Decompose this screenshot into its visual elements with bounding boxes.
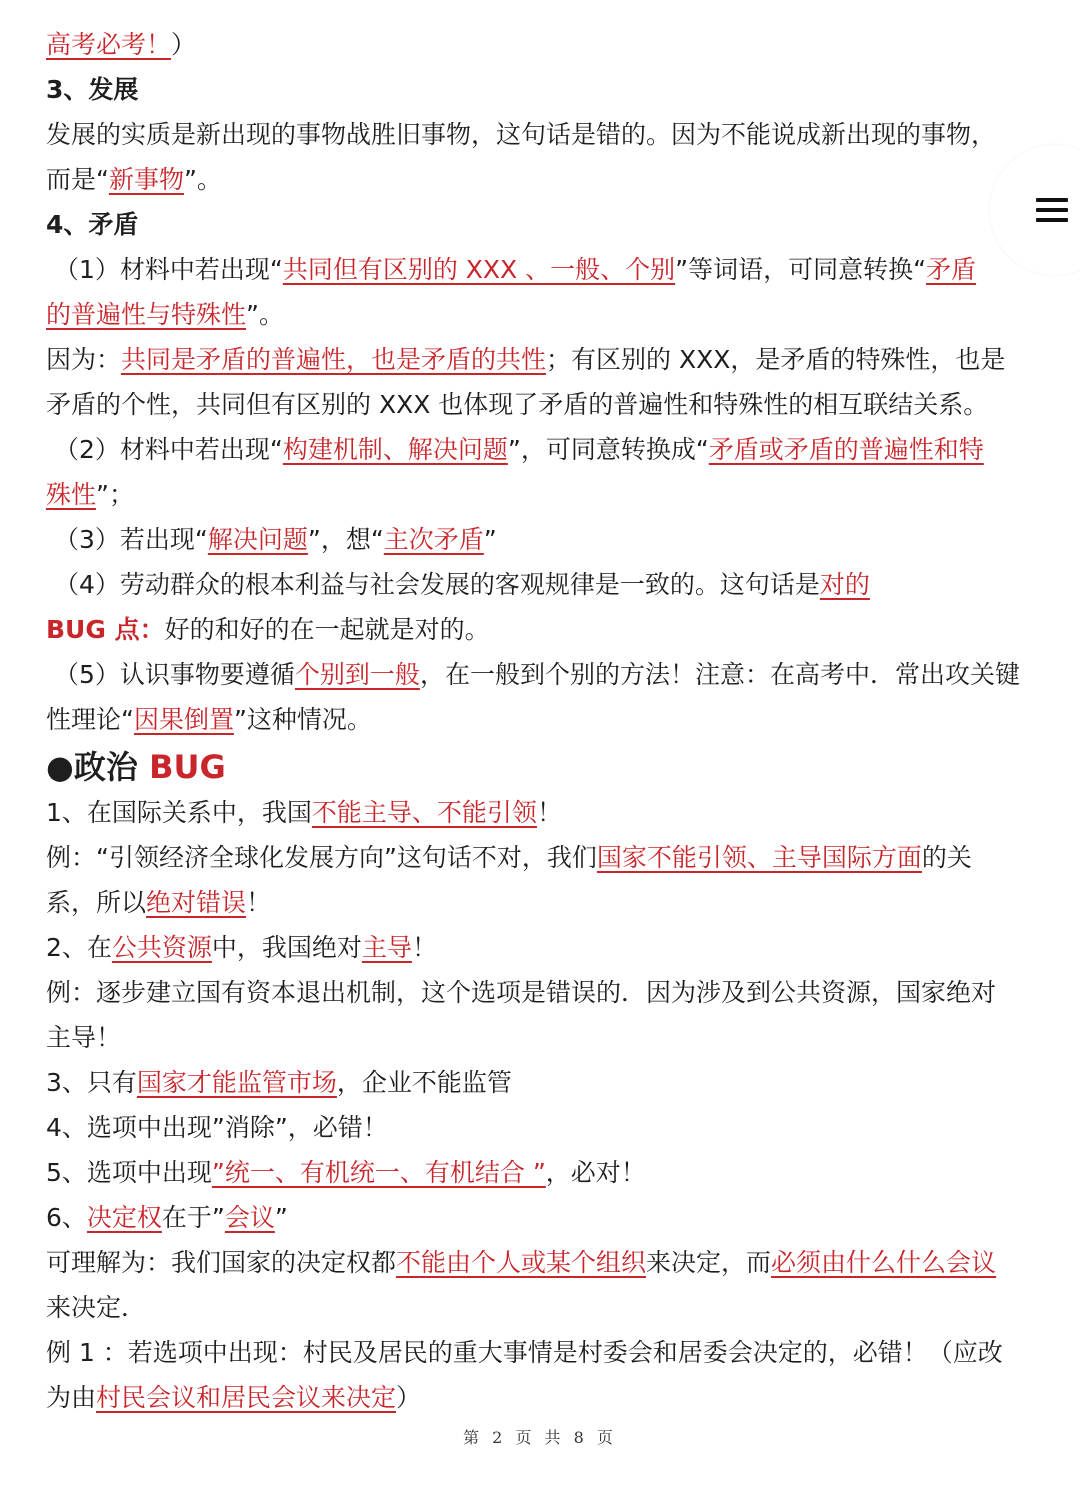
- bug-label: BUG 点：: [46, 615, 165, 644]
- text-line: （5）认识事物要遵循个别到一般，在一般到个别的方法！注意：在高考中．常出攻关键: [54, 660, 1020, 689]
- text-line: 1、在国际关系中，我国不能主导、不能引领！: [46, 798, 562, 827]
- text-line: 发展的实质是新出现的事物战胜旧事物，这句话是错的。因为不能说成新出现的事物，: [46, 120, 997, 149]
- section-heading-politics-bug: ●政治 BUG: [46, 748, 226, 786]
- document-page: [46, 22, 1036, 1420]
- text-line: 主导！: [46, 1023, 122, 1052]
- page-number-footer: 第 2 页 共 8 页: [463, 1428, 617, 1447]
- text-line: 4、选项中出现”消除”，必错！: [46, 1113, 388, 1142]
- text-line: 而是“新事物”。: [46, 165, 222, 194]
- text-line: 矛盾的个性，共同但有区别的 XXX 也体现了矛盾的普遍性和特殊性的相互联结关系。: [46, 390, 989, 419]
- text-line: 来决定．: [46, 1293, 147, 1322]
- hamburger-menu-icon: [1036, 192, 1068, 228]
- text-line: 5、选项中出现”统一、有机统一、有机结合 ”，必对！: [46, 1158, 646, 1187]
- text-line: （4）劳动群众的根本利益与社会发展的客观规律是一致的。这句话是对的: [54, 570, 870, 599]
- text-line: （1）材料中若出现“共同但有区别的 XXX 、一般、个别”等词语，可同意转换“矛盾: [54, 255, 977, 284]
- text-line: 2、在公共资源中，我国绝对主导！: [46, 933, 437, 962]
- text-line: （2）材料中若出现“构建机制、解决问题”，可同意转换成“矛盾或矛盾的普遍性和特: [54, 435, 984, 464]
- text-line: 例：“引领经济全球化发展方向”这句话不对，我们国家不能引领、主导国际方面的关: [46, 843, 972, 872]
- heading-development: 3、发展: [46, 75, 139, 104]
- text-line: 系，所以绝对错误！: [46, 888, 272, 917]
- text-line: 性理论“因果倒置”这种情况。: [46, 705, 372, 734]
- text-line: BUG 点：好的和好的在一起就是对的。: [46, 615, 490, 644]
- text-line: 高考必考！）: [46, 30, 197, 59]
- text-line: 例 1 ：若选项中出现：村民及居民的重大事情是村委会和居委会决定的，必错！（应改: [46, 1338, 1003, 1367]
- heading-contradiction: 4、矛盾: [46, 210, 139, 239]
- text-line: 可理解为：我们国家的决定权都不能由个人或某个组织来决定，而必须由什么什么会议: [46, 1248, 997, 1277]
- text-line: 殊性”；: [46, 480, 134, 509]
- text-line: 3、只有国家才能监管市场，企业不能监管: [46, 1068, 512, 1097]
- text-line: 因为：共同是矛盾的普遍性，也是矛盾的共性；有区别的 XXX，是矛盾的特殊性，也是: [46, 345, 1006, 374]
- text-line: 为由村民会议和居民会议来决定）: [46, 1383, 422, 1412]
- text-line: 例：逐步建立国有资本退出机制，这个选项是错误的．因为涉及到公共资源，国家绝对: [46, 978, 997, 1007]
- text-line: 6、决定权在于”会议”: [46, 1203, 288, 1232]
- text-line: 的普遍性与特殊性”。: [46, 300, 284, 329]
- text-line: （3）若出现“解决问题”，想“主次矛盾”: [54, 525, 497, 554]
